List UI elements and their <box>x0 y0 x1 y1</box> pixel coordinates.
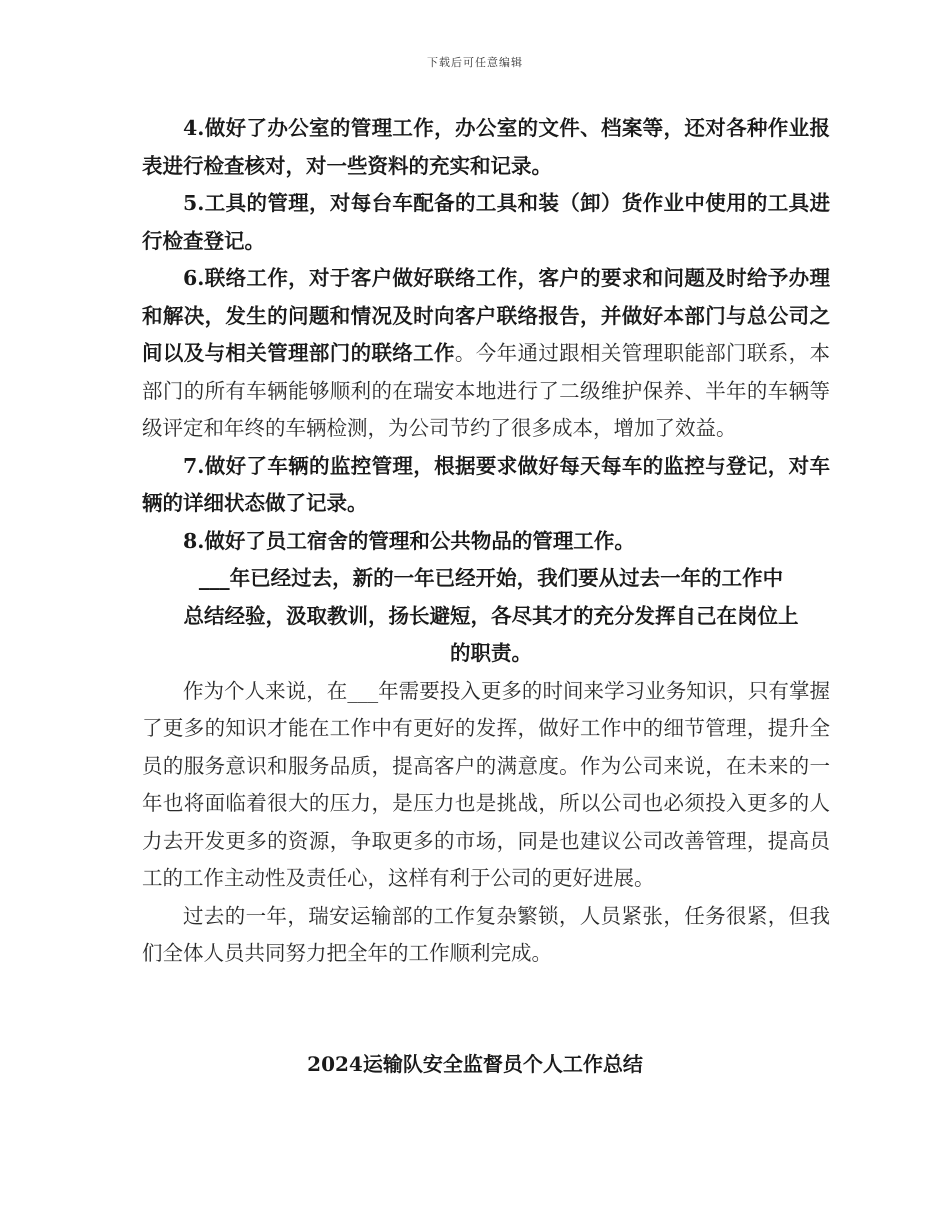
document-title: 2024运输队安全监督员个人工作总结 <box>307 1052 643 1076</box>
paragraph-item-5: 5.工具的管理，对每台车配备的工具和装（卸）货作业中使用的工具进行检查登记。 <box>142 191 830 253</box>
paragraph-item-8: 8.做好了员工宿舍的管理和公共物品的管理工作。 <box>183 528 635 553</box>
paragraph-item-6-bold: 6.联络工作，对于客户做好联络工作，客户的要求和问题及时给予办理和解决，发生的问题和情况及时向客户联络报告，并做好本部门与总公司之间以及与相关管理部门的联络工作 <box>142 266 830 365</box>
paragraph-item-6 <box>142 260 830 448</box>
paragraph-personal: 作为个人来说，在___年需要投入更多的时间来学习业务知识，只有掌握了更多的知识才能在工作中有更好的发挥，做好工作中的细节管理，提升全员的服务意识和服务品质，提高客户的满意度。作为公司来说，在未来的一年也将面临着很大的压力，是压力也是挑战，所以公司也必须投入更多的人力去开发更多的资源，争取更多的市场，同是也建议公司改善管理，提高员工的工作主动性及责任心，这样有利于公司的更好进展。 <box>142 678 830 890</box>
center-line-3: 的职责。 <box>450 641 532 665</box>
document-body <box>142 110 830 973</box>
center-line-2: 总结经验，汲取教训，扬长避短，各尽其才的充分发挥自己在岗位上 <box>183 603 799 628</box>
paragraph-item-4: 4.做好了办公室的管理工作，办公室的文件、档案等，还对各种作业报表进行检查核对，对一些资料的充实和记录。 <box>142 116 830 178</box>
paragraph-past-year: 过去的一年，瑞安运输部的工作复杂繁锁，人员紧张，任务很紧，但我们全体人员共同努力把全年的工作顺利完成。 <box>142 903 830 965</box>
paragraph-item-7: 7.做好了车辆的监控管理，根据要求做好每天每车的监控与登记，对车辆的详细状态做了记录。 <box>142 453 830 515</box>
center-line-1: ___年已经过去，新的一年已经开始，我们要从过去一年的工作中 <box>198 566 784 590</box>
paragraph-item-6-normal: 。今年通过跟相关管理职能部门联系，本部门的所有车辆能够顺利的在瑞安本地进行了二级维护保养、半年的车辆等级评定和年终的车辆检测，为公司节约了很多成本，增加了效益。 <box>142 341 830 440</box>
header-note: 下载后可任意编辑 <box>427 56 523 69</box>
